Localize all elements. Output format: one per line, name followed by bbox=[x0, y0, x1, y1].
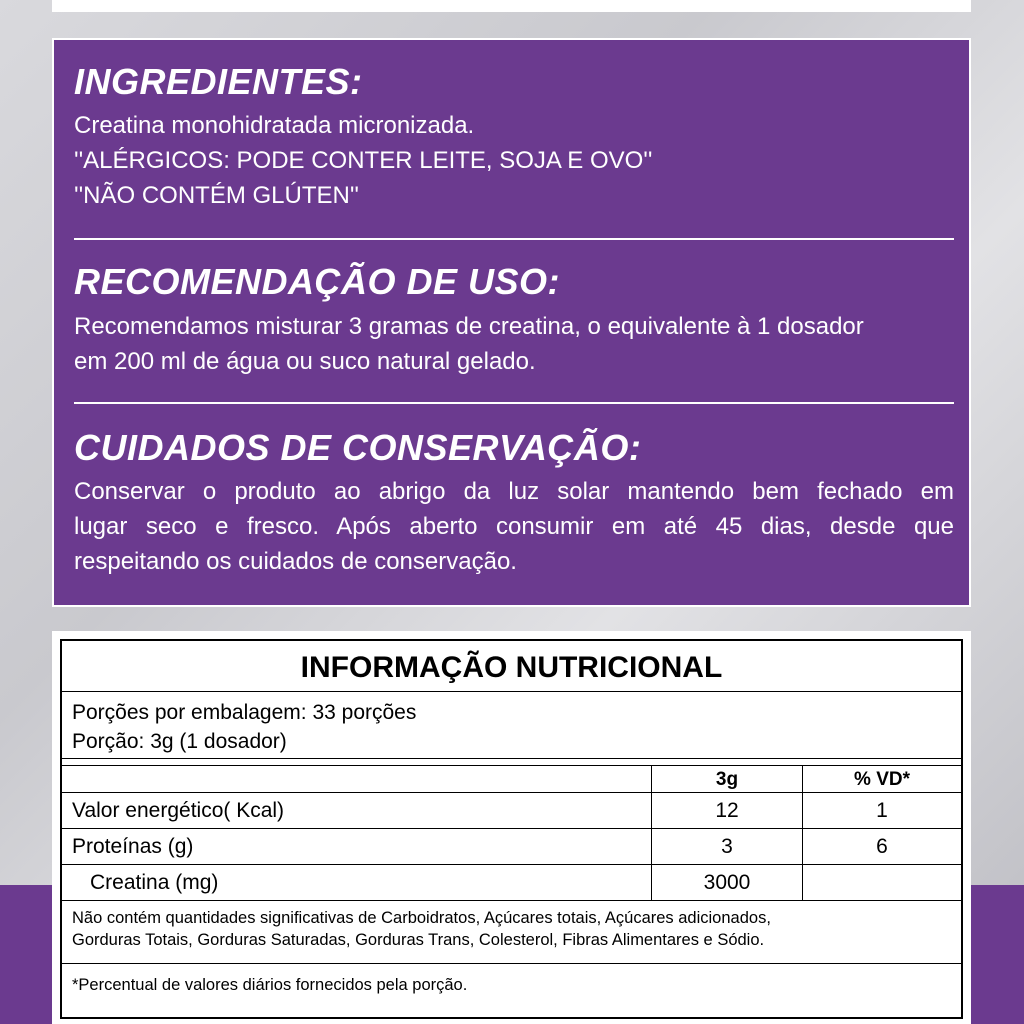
row-label: Creatina (mg) bbox=[62, 865, 652, 900]
ingredients-text bbox=[74, 108, 954, 213]
nutrition-title: INFORMAÇÃO NUTRICIONAL bbox=[62, 641, 961, 692]
nutrition-note bbox=[62, 901, 961, 964]
note-line: Gorduras Totais, Gorduras Saturadas, Gorduras Trans, Colesterol, Fibras Alimentares e Sódio. bbox=[72, 931, 765, 949]
conservation-title: CUIDADOS DE CONSERVAÇÃO: bbox=[74, 427, 642, 468]
ingredients-line: ''NÃO CONTÉM GLÚTEN'' bbox=[74, 182, 360, 209]
row-label: Valor energético( Kcal) bbox=[62, 793, 652, 828]
section-divider bbox=[74, 402, 954, 404]
top-white-strip bbox=[52, 0, 971, 12]
row-vd bbox=[803, 865, 961, 900]
nutrition-card bbox=[52, 631, 971, 1024]
conservation-line: lugar seco e fresco. Após aberto consumir em até 45 dias, desde que bbox=[74, 513, 954, 540]
usage-title: RECOMENDAÇÃO DE USO: bbox=[74, 261, 561, 302]
portion-size: Porção: 3g (1 dosador) bbox=[72, 730, 287, 753]
row-vd: 1 bbox=[876, 799, 888, 822]
header-amount-cell: 3g bbox=[652, 766, 803, 792]
table-row bbox=[62, 865, 961, 901]
usage-line: em 200 ml de água ou suco natural gelado. bbox=[74, 348, 536, 375]
row-amount: 3 bbox=[652, 829, 803, 864]
section-divider bbox=[74, 238, 954, 240]
conservation-line: respeitando os cuidados de conservação. bbox=[74, 548, 517, 575]
portion-info bbox=[62, 692, 961, 759]
row-amount: 3000 bbox=[652, 865, 803, 900]
row-vd: 6 bbox=[876, 835, 888, 858]
portions-per-package: Porções por embalagem: 33 porções bbox=[72, 701, 417, 724]
row-amount: 12 bbox=[652, 793, 803, 828]
header-vd-cell: % VD* bbox=[854, 769, 910, 790]
usage-text bbox=[74, 309, 954, 379]
table-spacer bbox=[62, 759, 961, 766]
conservation-text bbox=[74, 474, 954, 579]
conservation-line: Conservar o produto ao abrigo da luz solar mantendo bem fechado em bbox=[74, 478, 954, 505]
note-line: Não contém quantidades significativas de Carboidratos, Açúcares totais, Açúcares adicionados, bbox=[72, 909, 771, 927]
ingredients-line: Creatina monohidratada micronizada. bbox=[74, 112, 475, 139]
table-row bbox=[62, 793, 961, 829]
ingredients-title: INGREDIENTES: bbox=[74, 61, 363, 102]
row-label: Proteínas (g) bbox=[62, 829, 652, 864]
usage-line: Recomendamos misturar 3 gramas de creatina, o equivalente à 1 dosador bbox=[74, 313, 864, 340]
ingredients-line: ''ALÉRGICOS: PODE CONTER LEITE, SOJA E OVO'' bbox=[74, 147, 653, 174]
info-panel bbox=[52, 38, 971, 607]
nutrition-table bbox=[60, 639, 963, 1019]
nutrition-footnote: *Percentual de valores diários fornecidos pela porção. bbox=[72, 976, 468, 994]
header-label-cell bbox=[62, 766, 652, 792]
table-header-row bbox=[62, 766, 961, 793]
table-row bbox=[62, 829, 961, 865]
